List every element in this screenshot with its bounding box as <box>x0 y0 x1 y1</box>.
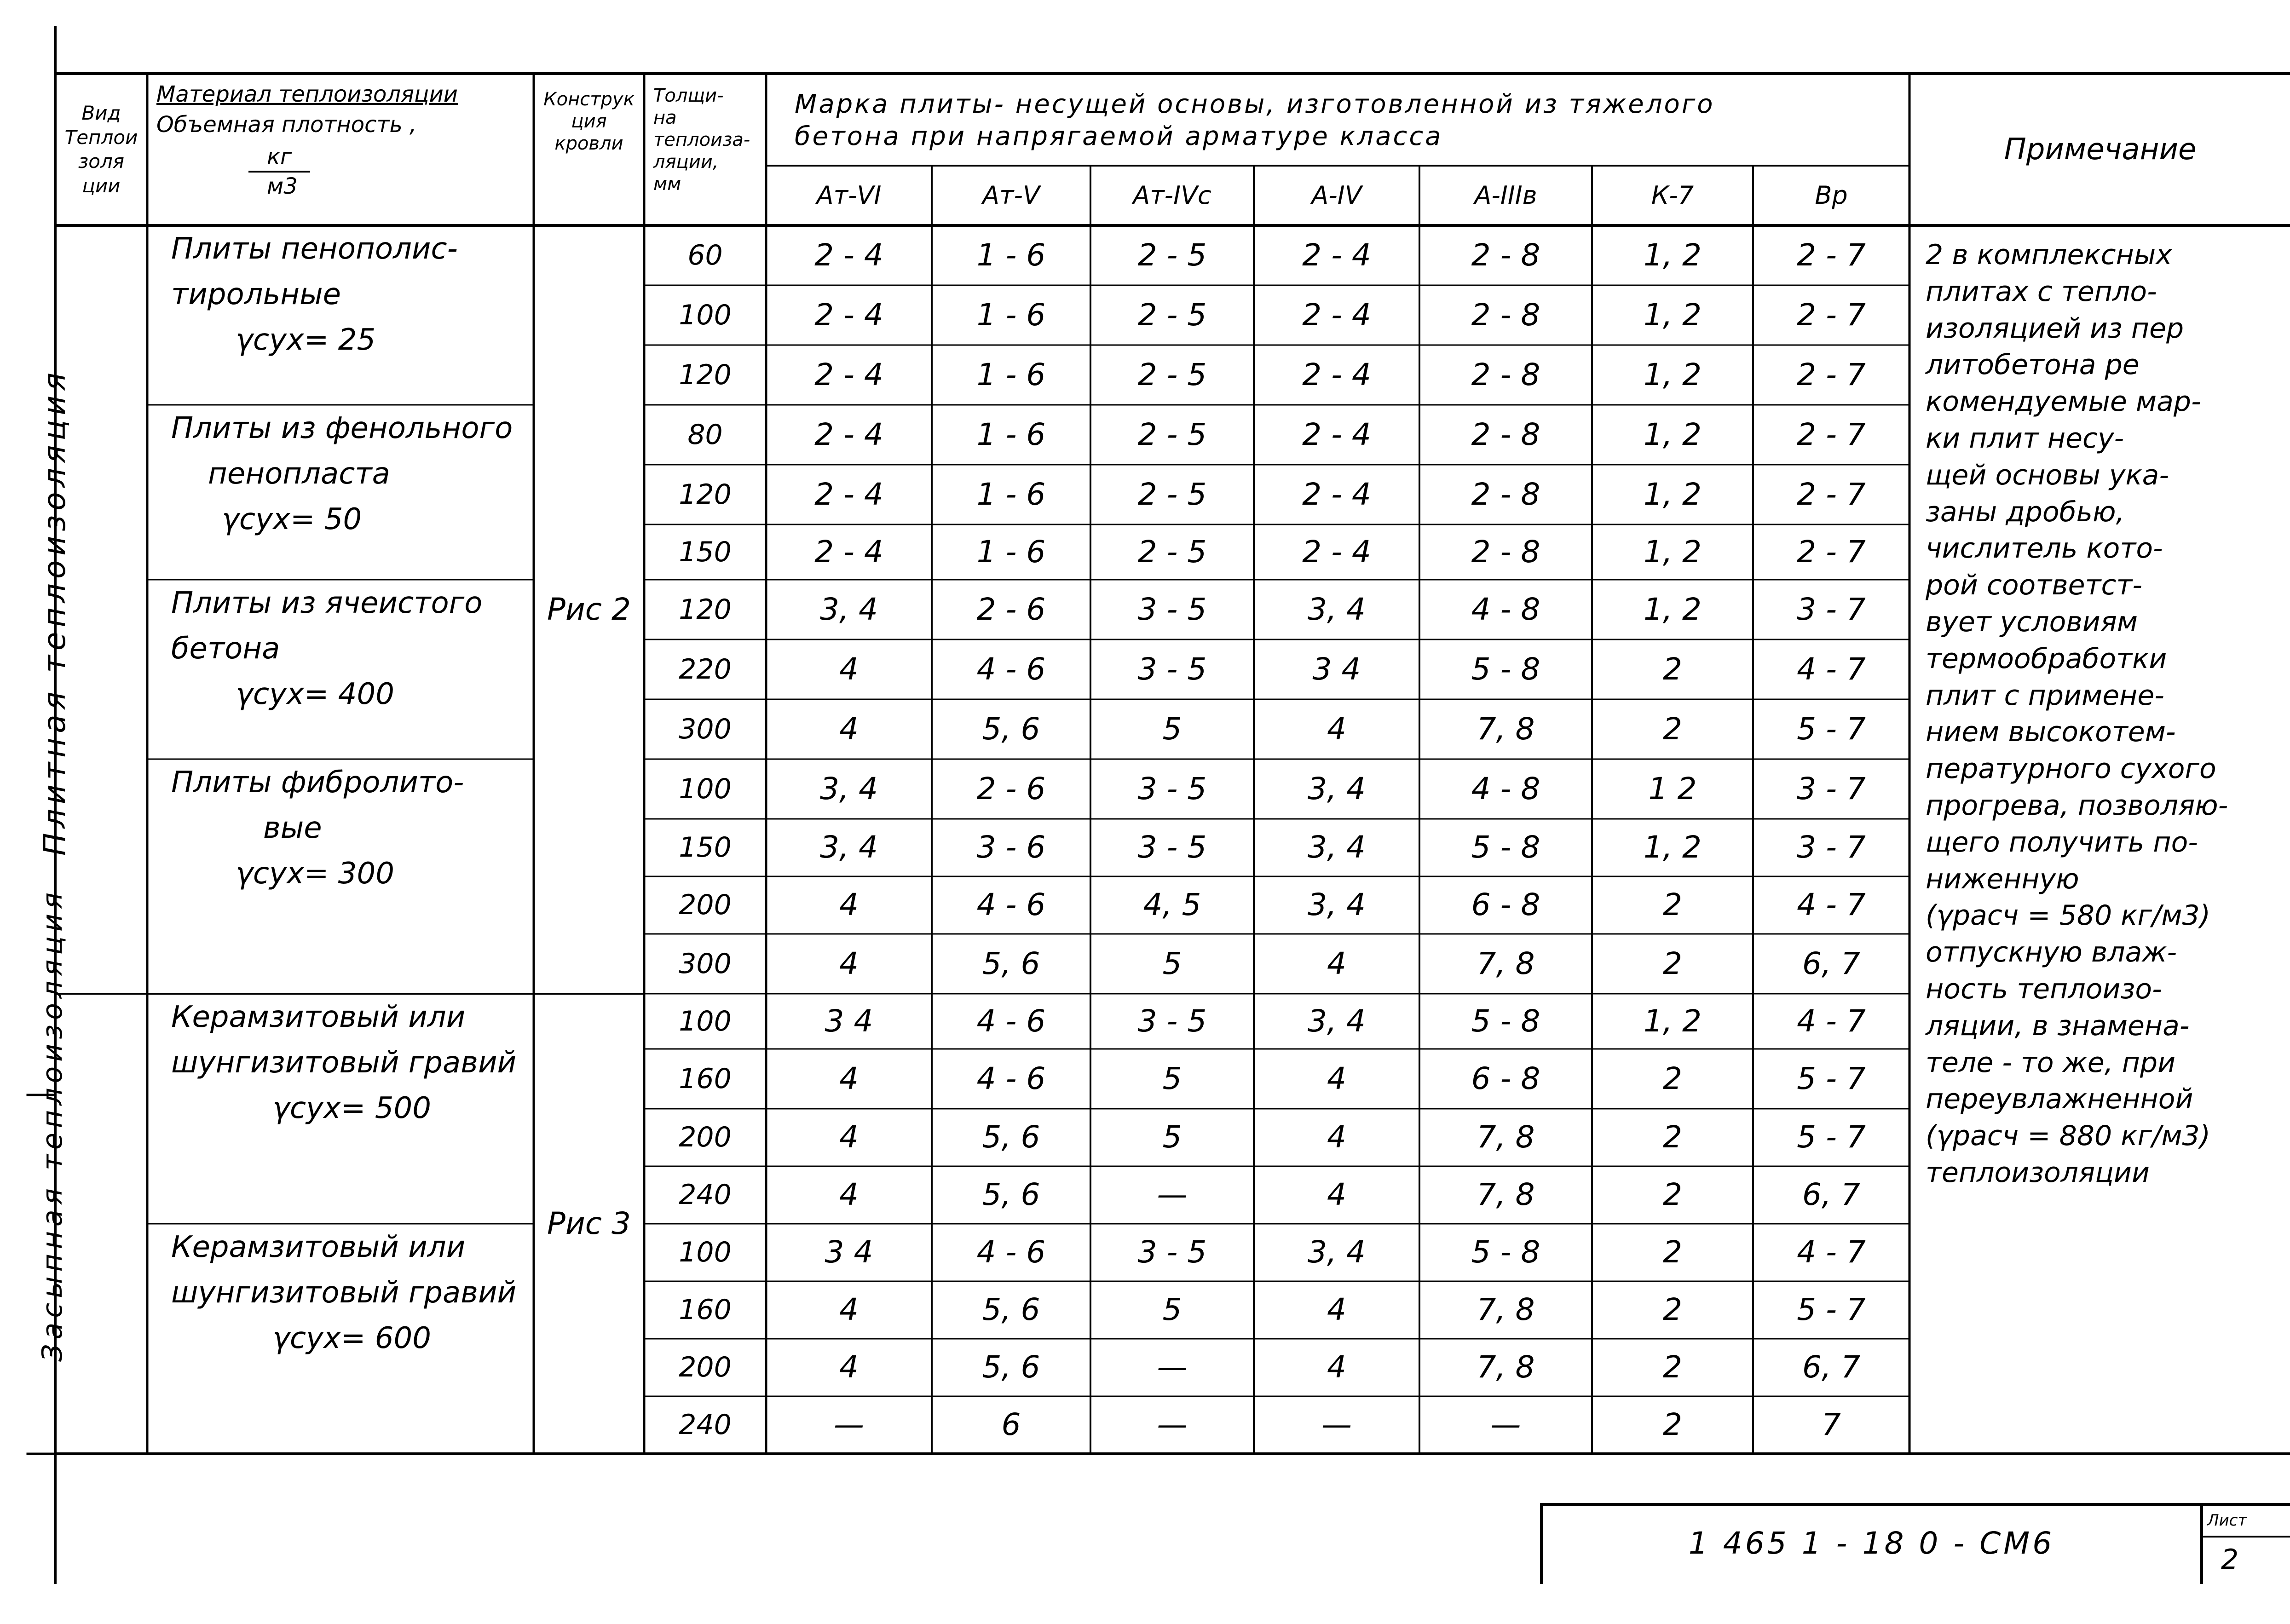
grade-cell: 5 <box>1162 945 1182 981</box>
grade-cell: 3 - 5 <box>1137 591 1207 627</box>
thickness-cell: 100 <box>679 1236 732 1268</box>
note-line: плит с примене- <box>1926 679 2164 712</box>
header-marka <box>767 76 1909 165</box>
header-tolsh-line: Толщи- <box>653 85 724 106</box>
material-name: вые <box>263 811 322 846</box>
grade-cell: 5 - 7 <box>1797 1292 1866 1328</box>
grade-cell: 2 <box>1663 1407 1682 1443</box>
grade-cell: 5 - 7 <box>1797 1060 1866 1096</box>
grade-cell: 2 <box>1663 711 1682 747</box>
note-line: ниженную <box>1926 863 2079 895</box>
note-text <box>1926 237 2284 1192</box>
material-density: γсух= 500 <box>272 1091 431 1126</box>
grade-cell: 6, 7 <box>1802 945 1860 981</box>
grade-cell: 2 - 7 <box>1797 534 1866 570</box>
thickness-cell: 120 <box>679 593 732 626</box>
grade-cell: 6 - 8 <box>1471 887 1540 923</box>
grade-cell: 2 - 4 <box>1302 416 1371 452</box>
grade-cell: 7, 8 <box>1477 1119 1535 1155</box>
header-tolsh-line: мм <box>653 173 681 195</box>
grade-cell: 2 - 7 <box>1797 416 1866 452</box>
grade-cell: 2 <box>1663 1060 1682 1096</box>
grade-cell: 4 - 8 <box>1471 771 1540 806</box>
note-line: щей основы ука- <box>1926 459 2169 491</box>
grade-cell: — <box>1157 1177 1188 1213</box>
grade-cell: 2 <box>1663 1349 1682 1385</box>
thickness-cell: 80 <box>687 418 723 451</box>
material-density: γсух= 600 <box>272 1321 431 1356</box>
grade-cell: 1, 2 <box>1644 357 1702 392</box>
grade-cell: 5, 6 <box>982 1177 1040 1213</box>
grade-cell: 3, 4 <box>1308 771 1366 806</box>
thickness-cell: 150 <box>679 831 732 864</box>
grade-cell: 2 - 4 <box>814 476 883 512</box>
grade-cell: 5, 6 <box>982 945 1040 981</box>
grade-cell: 2 - 7 <box>1797 297 1866 333</box>
grade-cell: 3 - 7 <box>1797 771 1866 806</box>
note-line: (γрасч = 880 кг/м3) <box>1926 1120 2211 1152</box>
grade-cell: 5 - 7 <box>1797 711 1866 747</box>
note-line: плитах с тепло- <box>1926 275 2157 308</box>
material-name: шунгизитовый гравий <box>171 1046 517 1080</box>
header-prim: Примечание <box>2004 132 2197 167</box>
grade-cell: 2 <box>1663 945 1682 981</box>
grade-cell: 2 - 8 <box>1471 416 1540 452</box>
grade-cell: 4 <box>1327 1060 1346 1096</box>
grade-cell: 7, 8 <box>1477 1349 1535 1385</box>
header-konstr-line: Конструк <box>543 89 635 110</box>
note-line: ляции, в знамена- <box>1926 1009 2190 1042</box>
thickness-cell: 150 <box>679 536 732 568</box>
note-line: нием высокотем- <box>1926 716 2176 749</box>
header-unit-num: кг <box>248 143 310 173</box>
group-label-zasypnaya-text: Засыпная теплоизоляция <box>36 887 69 1362</box>
material-cell <box>148 406 533 579</box>
grade-cell: 4 <box>1327 1349 1346 1385</box>
grade-cell: 7 <box>1822 1407 1841 1443</box>
grade-cell: 5, 6 <box>982 711 1040 747</box>
class-header: А-IIIв <box>1474 181 1537 210</box>
header-konstr-line: ция <box>571 111 607 132</box>
material-cell <box>148 581 533 758</box>
note-line: ки плит несу- <box>1926 422 2124 455</box>
note-line: прогрева, позволяю- <box>1926 789 2228 822</box>
grade-cell: 3 - 5 <box>1137 651 1207 687</box>
grade-cell: 3, 4 <box>1308 1003 1366 1039</box>
grade-cell: 2 - 5 <box>1137 297 1207 333</box>
grade-cell: 2 - 4 <box>814 237 883 273</box>
header-tolsh-line: ляции, <box>653 151 719 173</box>
grade-cell: 5 <box>1162 711 1182 747</box>
thickness-cell: 160 <box>679 1062 732 1095</box>
grade-cell: 3, 4 <box>820 591 878 627</box>
stamp-list-number: 2 <box>2221 1543 2239 1576</box>
header-vid-line: Теплои <box>64 126 138 149</box>
stamp-code: 1 465 1 - 18 0 - СМ6 <box>1688 1525 2055 1561</box>
grade-cell: 5 - 8 <box>1471 829 1540 865</box>
grade-cell: 2 - 4 <box>1302 357 1371 392</box>
grade-cell: 2 - 5 <box>1137 534 1207 570</box>
grade-cell: 7, 8 <box>1477 1292 1535 1328</box>
grade-cell: 2 - 4 <box>814 297 883 333</box>
thickness-cell: 240 <box>679 1179 732 1211</box>
grade-cell: 4 <box>839 1292 859 1328</box>
grade-cell: 2 <box>1663 1292 1682 1328</box>
grade-cell: 1, 2 <box>1644 416 1702 452</box>
grade-cell: 2 - 8 <box>1471 297 1540 333</box>
grade-cell: 5 - 8 <box>1471 1003 1540 1039</box>
note-line: переувлажненной <box>1926 1083 2193 1116</box>
material-cell <box>148 226 533 404</box>
header-material <box>148 76 533 223</box>
grade-cell: 1, 2 <box>1644 829 1702 865</box>
grade-cell: — <box>1490 1407 1521 1443</box>
material-density: γсух= 25 <box>236 323 376 357</box>
header-marka-line: бетона при напрягаемой арматуре класса <box>795 121 1443 151</box>
grade-cell: 2 - 4 <box>1302 476 1371 512</box>
grade-cell: 4 <box>1327 711 1346 747</box>
grade-cell: 6, 7 <box>1802 1349 1860 1385</box>
grade-cell: 4 - 8 <box>1471 591 1540 627</box>
grade-cell: 2 <box>1663 1177 1682 1213</box>
grade-cell: — <box>1157 1407 1188 1443</box>
thickness-cell: 200 <box>679 889 732 921</box>
class-header: Ат-IVс <box>1133 181 1211 210</box>
material-name: шунгизитовый гравий <box>171 1276 517 1310</box>
grade-cell: 4 <box>1327 1177 1346 1213</box>
grade-cell: 2 <box>1663 651 1682 687</box>
thickness-cell: 220 <box>679 653 732 685</box>
grade-cell: 2 <box>1663 1234 1682 1270</box>
note-line: отпускную влаж- <box>1926 936 2177 969</box>
header-material-title: Материал теплоизоляции <box>156 81 458 107</box>
header-vid-line: Вид <box>81 102 121 124</box>
material-name: тирольные <box>171 277 341 312</box>
grade-cell: 4 <box>839 1060 859 1096</box>
grade-cell: 2 - 7 <box>1797 357 1866 392</box>
material-name: Плиты из фенольного <box>171 411 513 445</box>
material-cell <box>148 760 533 993</box>
grade-cell: — <box>834 1407 864 1443</box>
grade-cell: 2 - 4 <box>814 534 883 570</box>
grade-cell: 5 <box>1162 1119 1182 1155</box>
thickness-cell: 160 <box>679 1294 732 1326</box>
grade-cell: 3 - 6 <box>976 829 1046 865</box>
note-line: изоляцией из пер <box>1926 312 2184 345</box>
grade-cell: 3 - 5 <box>1137 1234 1207 1270</box>
note-line: теплоизоляции <box>1926 1156 2150 1189</box>
grade-cell: 2 - 4 <box>814 357 883 392</box>
grade-cell: — <box>1157 1349 1188 1385</box>
header-material-density: Объемная плотность , <box>156 112 417 138</box>
grade-cell: 6, 7 <box>1802 1177 1860 1213</box>
grade-cell: 4 <box>839 1119 859 1155</box>
grade-cell: 1 - 6 <box>976 357 1046 392</box>
grade-cell: 1 - 6 <box>976 416 1046 452</box>
grade-cell: 5 <box>1162 1292 1182 1328</box>
grade-cell: 1, 2 <box>1644 591 1702 627</box>
class-header: Вр <box>1815 181 1848 210</box>
grade-cell: 1, 2 <box>1644 476 1702 512</box>
grade-cell: 4 - 7 <box>1797 1234 1866 1270</box>
grade-cell: 5 <box>1162 1060 1182 1096</box>
grade-cell: 3 4 <box>825 1234 873 1270</box>
note-line: литобетона ре <box>1926 349 2140 381</box>
group-label-plitnaya: Плитная теплоизоляция <box>37 368 72 856</box>
note-line: рой соответст- <box>1926 569 2143 602</box>
material-name: Керамзитовый или <box>171 1230 466 1264</box>
grade-cell: 3, 4 <box>1308 829 1366 865</box>
class-header: К-7 <box>1651 181 1694 210</box>
grade-cell: 4 <box>839 887 859 923</box>
note-line: теле - то же, при <box>1926 1046 2176 1079</box>
grade-cell: 4 - 7 <box>1797 1003 1866 1039</box>
grade-cell: 2 - 6 <box>976 591 1046 627</box>
material-cell <box>148 995 533 1223</box>
grade-cell: 6 <box>1001 1407 1021 1443</box>
grade-cell: 5, 6 <box>982 1292 1040 1328</box>
note-line: (γрасч = 580 кг/м3) <box>1926 899 2211 932</box>
grade-cell: 1 - 6 <box>976 534 1046 570</box>
grade-cell: 4 <box>1327 1119 1346 1155</box>
thickness-cell: 120 <box>679 358 732 391</box>
grade-cell: 4 <box>839 1349 859 1385</box>
grade-cell: 2 <box>1663 1119 1682 1155</box>
grade-cell: 5 - 8 <box>1471 651 1540 687</box>
header-marka-line: Марка плиты- несущей основы, изготовленной из тяжелого <box>795 89 1715 119</box>
note-line: щего получить по- <box>1926 826 2198 858</box>
header-konstr <box>535 75 643 225</box>
grade-cell: 2 - 5 <box>1137 237 1207 273</box>
material-density: γсух= 400 <box>236 677 394 712</box>
class-header: А-IV <box>1311 181 1362 210</box>
grade-cell: 2 - 7 <box>1797 476 1866 512</box>
note-line: ность теплоизо- <box>1926 973 2162 1005</box>
grade-cell: 2 - 8 <box>1471 534 1540 570</box>
grade-cell: 3, 4 <box>1308 1234 1366 1270</box>
grade-cell: 2 <box>1663 887 1682 923</box>
grade-cell: 2 - 8 <box>1471 476 1540 512</box>
grade-cell: 5, 6 <box>982 1119 1040 1155</box>
note-line: числитель кото- <box>1926 532 2163 565</box>
material-density: γсух= 300 <box>236 857 394 891</box>
grade-cell: 3, 4 <box>820 771 878 806</box>
group-label-zasypnaya <box>36 887 74 1362</box>
grade-cell: 6 - 8 <box>1471 1060 1540 1096</box>
grade-cell: 4 - 7 <box>1797 651 1866 687</box>
grade-cell: 3 - 7 <box>1797 829 1866 865</box>
material-name: Плиты фибролито- <box>171 766 464 800</box>
grade-cell: 5 - 8 <box>1471 1234 1540 1270</box>
thickness-cell: 100 <box>679 299 732 331</box>
grade-cell: 3 - 7 <box>1797 591 1866 627</box>
note-line: вует условиям <box>1926 605 2138 638</box>
grade-cell: — <box>1321 1407 1352 1443</box>
grade-cell: 1 2 <box>1648 771 1697 806</box>
thickness-cell: 300 <box>679 947 732 980</box>
grade-cell: 2 - 5 <box>1137 416 1207 452</box>
grade-cell: 4 <box>839 711 859 747</box>
grade-cell: 1, 2 <box>1644 297 1702 333</box>
grade-cell: 3 - 5 <box>1137 771 1207 806</box>
grade-cell: 1, 2 <box>1644 534 1702 570</box>
material-name: Керамзитовый или <box>171 1000 466 1034</box>
material-name: пенопласта <box>208 457 390 491</box>
grade-cell: 2 - 4 <box>1302 297 1371 333</box>
grade-cell: 4 - 6 <box>976 1234 1046 1270</box>
grade-cell: 7, 8 <box>1477 711 1535 747</box>
thickness-cell: 300 <box>679 713 732 745</box>
konstr-cell: Рис 2 <box>547 591 631 627</box>
grade-cell: 2 - 8 <box>1471 237 1540 273</box>
header-vid <box>56 75 146 225</box>
grade-cell: 4 <box>1327 945 1346 981</box>
thickness-cell: 100 <box>679 1005 732 1037</box>
header-tolsh <box>645 75 765 225</box>
note-line: заны дробью, <box>1926 495 2125 528</box>
grade-cell: 3 4 <box>825 1003 873 1039</box>
material-density: γсух= 50 <box>222 502 362 537</box>
thickness-cell: 200 <box>679 1121 732 1153</box>
grade-cell: 1 - 6 <box>976 237 1046 273</box>
grade-cell: 4 - 6 <box>976 651 1046 687</box>
grade-cell: 5, 6 <box>982 1349 1040 1385</box>
class-header: Ат-VI <box>816 181 882 210</box>
grade-cell: 3 4 <box>1312 651 1361 687</box>
grade-cell: 4 <box>839 945 859 981</box>
header-konstr-line: кровли <box>554 133 623 154</box>
grade-cell: 3 - 5 <box>1137 1003 1207 1039</box>
grade-cell: 4 <box>1327 1292 1346 1328</box>
grade-cell: 1, 2 <box>1644 237 1702 273</box>
header-tolsh-line: на <box>653 107 677 128</box>
thickness-cell: 100 <box>679 772 732 805</box>
note-line: пературного сухого <box>1926 753 2216 785</box>
grade-cell: 2 - 5 <box>1137 476 1207 512</box>
grade-cell: 4 <box>839 1177 859 1213</box>
grade-cell: 2 - 8 <box>1471 357 1540 392</box>
grade-cell: 2 - 6 <box>976 771 1046 806</box>
material-name: Плиты пенополис- <box>171 232 458 266</box>
header-vid-line: ции <box>82 174 121 197</box>
thickness-cell: 240 <box>679 1409 732 1441</box>
grade-cell: 2 - 4 <box>1302 237 1371 273</box>
konstr-cell: Рис 3 <box>547 1205 631 1241</box>
class-header: Ат-V <box>982 181 1040 210</box>
grade-cell: 3, 4 <box>1308 887 1366 923</box>
grade-cell: 1 - 6 <box>976 476 1046 512</box>
note-line: 2 в комплексных <box>1926 239 2172 271</box>
grade-cell: 4 - 6 <box>976 887 1046 923</box>
material-name: Плиты из ячеистого <box>171 586 483 620</box>
grade-cell: 2 - 4 <box>1302 534 1371 570</box>
grade-cell: 4 - 6 <box>976 1003 1046 1039</box>
note-line: комендуемые мар- <box>1926 386 2201 418</box>
grade-cell: 4, 5 <box>1143 887 1201 923</box>
grade-cell: 4 - 7 <box>1797 887 1866 923</box>
header-vid-line: золя <box>78 150 125 173</box>
material-cell <box>148 1225 533 1453</box>
thickness-cell: 60 <box>687 239 723 271</box>
material-name: бетона <box>171 632 280 666</box>
note-line: термообработки <box>1926 642 2167 675</box>
grade-cell: 4 - 6 <box>976 1060 1046 1096</box>
thickness-cell: 120 <box>679 478 732 511</box>
grade-cell: 4 <box>839 651 859 687</box>
grade-cell: 1, 2 <box>1644 1003 1702 1039</box>
grade-cell: 5 - 7 <box>1797 1119 1866 1155</box>
grade-cell: 2 - 7 <box>1797 237 1866 273</box>
grade-cell: 2 - 5 <box>1137 357 1207 392</box>
grade-cell: 7, 8 <box>1477 1177 1535 1213</box>
thickness-cell: 200 <box>679 1351 732 1383</box>
grade-cell: 2 - 4 <box>814 416 883 452</box>
grade-cell: 1 - 6 <box>976 297 1046 333</box>
header-tolsh-line: теплоиза- <box>653 129 750 150</box>
grade-cell: 7, 8 <box>1477 945 1535 981</box>
grade-cell: 3, 4 <box>820 829 878 865</box>
header-unit-den: м3 <box>267 173 298 199</box>
grade-cell: 3 - 5 <box>1137 829 1207 865</box>
grade-cell: 3, 4 <box>1308 591 1366 627</box>
stamp-list-label: Лист <box>2207 1511 2247 1530</box>
